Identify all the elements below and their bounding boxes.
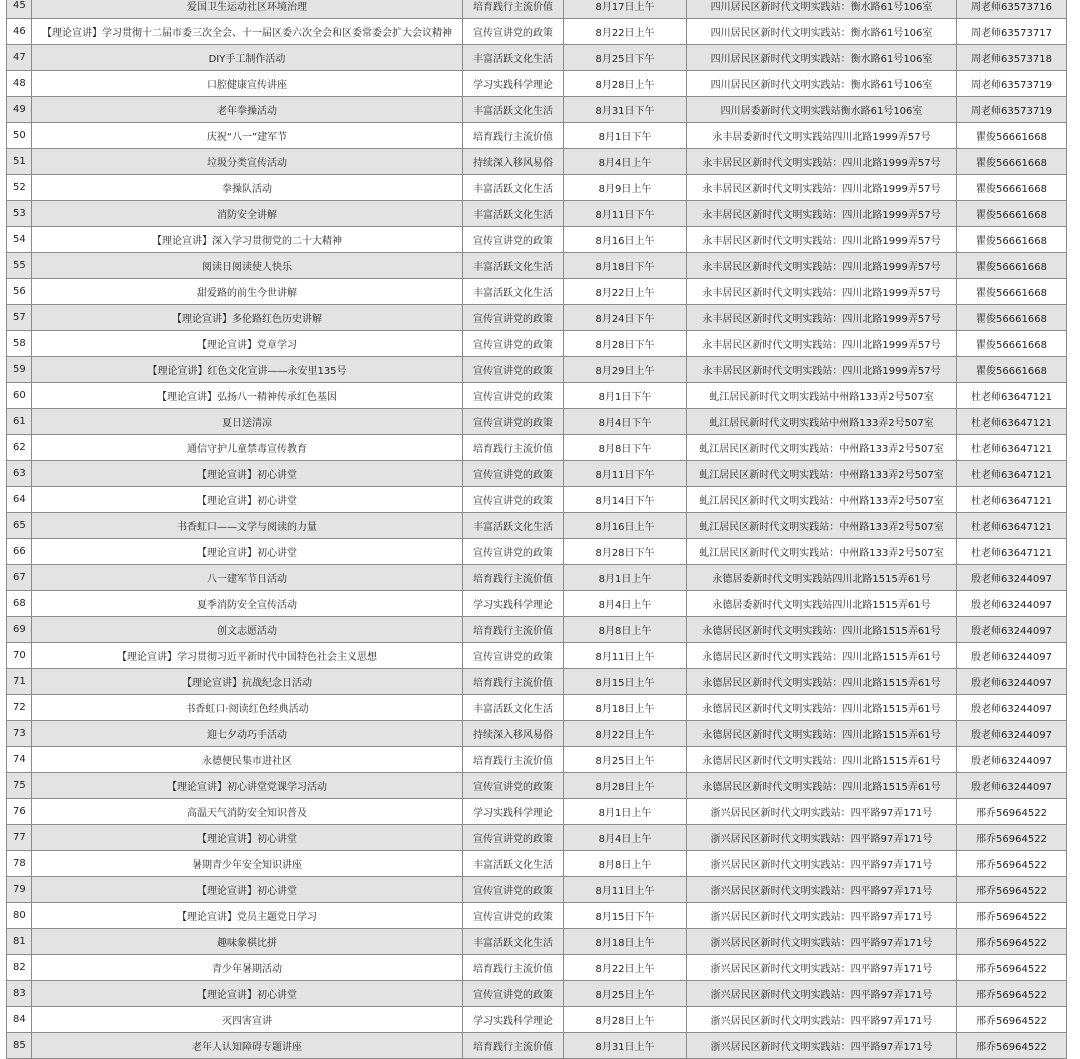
contact-person: 殷老师63244097 bbox=[957, 773, 1067, 799]
row-number: 63 bbox=[7, 461, 32, 487]
activity-time: 8月22日上午 bbox=[564, 955, 687, 981]
activity-category: 丰富活跃文化生活 bbox=[463, 45, 564, 71]
contact-person: 瞿俊56661668 bbox=[957, 149, 1067, 175]
row-number: 72 bbox=[7, 695, 32, 721]
table-row bbox=[7, 565, 1067, 591]
activity-category: 学习实践科学理论 bbox=[463, 1007, 564, 1033]
activity-name: 【理论宣讲】多伦路红色历史讲解 bbox=[32, 305, 463, 331]
activity-category: 学习实践科学理论 bbox=[463, 799, 564, 825]
table-row bbox=[7, 201, 1067, 227]
table-row bbox=[7, 435, 1067, 461]
activity-time: 8月25日上午 bbox=[564, 981, 687, 1007]
activity-category: 宣传宣讲党的政策 bbox=[463, 19, 564, 45]
contact-person: 殷老师63244097 bbox=[957, 721, 1067, 747]
table-row bbox=[7, 1007, 1067, 1033]
activity-location: 永丰居民区新时代文明实践站：四川北路1999弄57号 bbox=[687, 149, 957, 175]
activity-location: 永德居委新时代文明实践站四川北路1515弄61号 bbox=[687, 591, 957, 617]
activity-category: 学习实践科学理论 bbox=[463, 71, 564, 97]
table-row bbox=[7, 799, 1067, 825]
activity-name: 甜爱路的前生今世讲解 bbox=[32, 279, 463, 305]
activity-name: 【理论宣讲】学习贯彻习近平新时代中国特色社会主义思想 bbox=[32, 643, 463, 669]
row-number: 52 bbox=[7, 175, 32, 201]
activity-time: 8月1日下午 bbox=[564, 123, 687, 149]
contact-person: 周老师63573718 bbox=[957, 45, 1067, 71]
activity-name: 拳操队活动 bbox=[32, 175, 463, 201]
activity-time: 8月16日上午 bbox=[564, 227, 687, 253]
activity-location: 虬江居民区新时代文明实践站：中州路133弄2号507室 bbox=[687, 539, 957, 565]
activity-time: 8月11日下午 bbox=[564, 201, 687, 227]
activity-location: 浙兴居民区新时代文明实践站：四平路97弄171号 bbox=[687, 1007, 957, 1033]
activity-location: 虬江居民区新时代文明实践站：中州路133弄2号507室 bbox=[687, 461, 957, 487]
contact-person: 殷老师63244097 bbox=[957, 617, 1067, 643]
table-row bbox=[7, 513, 1067, 539]
activity-name: 迎七夕动巧手活动 bbox=[32, 721, 463, 747]
activity-name: 书香虹口·阅读红色经典活动 bbox=[32, 695, 463, 721]
table-row bbox=[7, 773, 1067, 799]
contact-person: 邢乔56964522 bbox=[957, 981, 1067, 1007]
activity-name: 口腔健康宣传讲座 bbox=[32, 71, 463, 97]
row-number: 76 bbox=[7, 799, 32, 825]
table-row bbox=[7, 409, 1067, 435]
table-row bbox=[7, 669, 1067, 695]
contact-person: 殷老师63244097 bbox=[957, 695, 1067, 721]
row-number: 83 bbox=[7, 981, 32, 1007]
row-number: 74 bbox=[7, 747, 32, 773]
activity-schedule-table bbox=[6, 0, 1067, 1059]
table-row bbox=[7, 695, 1067, 721]
table-row bbox=[7, 279, 1067, 305]
row-number: 53 bbox=[7, 201, 32, 227]
table-row bbox=[7, 955, 1067, 981]
activity-name: 【理论宣讲】红色文化宣讲——永安里135号 bbox=[32, 357, 463, 383]
activity-location: 浙兴居民区新时代文明实践站：四平路97弄171号 bbox=[687, 981, 957, 1007]
activity-location: 虬江居民新时代文明实践站中州路133弄2号507室 bbox=[687, 409, 957, 435]
activity-category: 丰富活跃文化生活 bbox=[463, 695, 564, 721]
table-row bbox=[7, 149, 1067, 175]
activity-location: 四川居民区新时代文明实践站：衡水路61号106室 bbox=[687, 0, 957, 19]
activity-name: 八一建军节日活动 bbox=[32, 565, 463, 591]
activity-category: 持续深入移风易俗 bbox=[463, 149, 564, 175]
table-row bbox=[7, 825, 1067, 851]
activity-name: 【理论宣讲】初心讲堂 bbox=[32, 461, 463, 487]
activity-name: 老年拳操活动 bbox=[32, 97, 463, 123]
activity-time: 8月11日下午 bbox=[564, 461, 687, 487]
activity-name: 【理论宣讲】党员主题党日学习 bbox=[32, 903, 463, 929]
activity-category: 培育践行主流价值 bbox=[463, 955, 564, 981]
table-row bbox=[7, 175, 1067, 201]
contact-person: 邢乔56964522 bbox=[957, 851, 1067, 877]
activity-time: 8月8日上午 bbox=[564, 851, 687, 877]
table-row bbox=[7, 45, 1067, 71]
table-body bbox=[7, 0, 1067, 1059]
activity-location: 永丰居民区新时代文明实践站：四川北路1999弄57号 bbox=[687, 201, 957, 227]
activity-name: 永德便民集市进社区 bbox=[32, 747, 463, 773]
contact-person: 殷老师63244097 bbox=[957, 591, 1067, 617]
activity-time: 8月14日下午 bbox=[564, 487, 687, 513]
activity-category: 宣传宣讲党的政策 bbox=[463, 383, 564, 409]
table-row bbox=[7, 71, 1067, 97]
table-row bbox=[7, 383, 1067, 409]
table-row bbox=[7, 305, 1067, 331]
activity-location: 永德居民区新时代文明实践站：四川北路1515弄61号 bbox=[687, 695, 957, 721]
row-number: 50 bbox=[7, 123, 32, 149]
activity-location: 虬江居民区新时代文明实践站：中州路133弄2号507室 bbox=[687, 435, 957, 461]
activity-category: 宣传宣讲党的政策 bbox=[463, 461, 564, 487]
activity-category: 宣传宣讲党的政策 bbox=[463, 825, 564, 851]
contact-person: 杜老师63647121 bbox=[957, 539, 1067, 565]
activity-time: 8月28日上午 bbox=[564, 1007, 687, 1033]
table-row bbox=[7, 253, 1067, 279]
activity-location: 永丰居民区新时代文明实践站：四川北路1999弄57号 bbox=[687, 175, 957, 201]
contact-person: 杜老师63647121 bbox=[957, 435, 1067, 461]
activity-category: 丰富活跃文化生活 bbox=[463, 513, 564, 539]
activity-location: 四川居民区新时代文明实践站：衡水路61号106室 bbox=[687, 45, 957, 71]
row-number: 66 bbox=[7, 539, 32, 565]
activity-location: 虬江居民区新时代文明实践站：中州路133弄2号507室 bbox=[687, 487, 957, 513]
activity-time: 8月28日下午 bbox=[564, 331, 687, 357]
activity-time: 8月22日上午 bbox=[564, 19, 687, 45]
activity-time: 8月8日上午 bbox=[564, 617, 687, 643]
contact-person: 瞿俊56661668 bbox=[957, 201, 1067, 227]
contact-person: 瞿俊56661668 bbox=[957, 227, 1067, 253]
contact-person: 邢乔56964522 bbox=[957, 903, 1067, 929]
activity-time: 8月24日下午 bbox=[564, 305, 687, 331]
contact-person: 瞿俊56661668 bbox=[957, 175, 1067, 201]
table-row bbox=[7, 123, 1067, 149]
activity-category: 培育践行主流价值 bbox=[463, 435, 564, 461]
row-number: 54 bbox=[7, 227, 32, 253]
table-row bbox=[7, 643, 1067, 669]
activity-category: 培育践行主流价值 bbox=[463, 747, 564, 773]
table-row bbox=[7, 1033, 1067, 1059]
row-number: 71 bbox=[7, 669, 32, 695]
activity-name: 【理论宣讲】深入学习贯彻党的二十大精神 bbox=[32, 227, 463, 253]
row-number: 55 bbox=[7, 253, 32, 279]
activity-category: 宣传宣讲党的政策 bbox=[463, 903, 564, 929]
activity-location: 永丰居民区新时代文明实践站：四川北路1999弄57号 bbox=[687, 357, 957, 383]
activity-location: 永德居民区新时代文明实践站：四川北路1515弄61号 bbox=[687, 773, 957, 799]
activity-time: 8月18日下午 bbox=[564, 253, 687, 279]
contact-person: 殷老师63244097 bbox=[957, 643, 1067, 669]
activity-category: 培育践行主流价值 bbox=[463, 123, 564, 149]
row-number: 60 bbox=[7, 383, 32, 409]
activity-time: 8月9日上午 bbox=[564, 175, 687, 201]
activity-category: 丰富活跃文化生活 bbox=[463, 175, 564, 201]
activity-time: 8月17日上午 bbox=[564, 0, 687, 19]
contact-person: 邢乔56964522 bbox=[957, 877, 1067, 903]
contact-person: 瞿俊56661668 bbox=[957, 123, 1067, 149]
activity-location: 虬江居民区新时代文明实践站：中州路133弄2号507室 bbox=[687, 513, 957, 539]
activity-name: 青少年暑期活动 bbox=[32, 955, 463, 981]
row-number: 64 bbox=[7, 487, 32, 513]
activity-name: 趣味象棋比拼 bbox=[32, 929, 463, 955]
activity-time: 8月29日上午 bbox=[564, 357, 687, 383]
activity-location: 永丰居民区新时代文明实践站：四川北路1999弄57号 bbox=[687, 227, 957, 253]
activity-name: 垃圾分类宣传活动 bbox=[32, 149, 463, 175]
table-row bbox=[7, 851, 1067, 877]
activity-location: 永德居委新时代文明实践站四川北路1515弄61号 bbox=[687, 565, 957, 591]
activity-time: 8月25日下午 bbox=[564, 45, 687, 71]
activity-time: 8月22日上午 bbox=[564, 721, 687, 747]
contact-person: 瞿俊56661668 bbox=[957, 253, 1067, 279]
activity-time: 8月18日上午 bbox=[564, 929, 687, 955]
activity-time: 8月11日上午 bbox=[564, 643, 687, 669]
activity-location: 四川居民区新时代文明实践站：衡水路61号106室 bbox=[687, 19, 957, 45]
activity-category: 宣传宣讲党的政策 bbox=[463, 539, 564, 565]
activity-category: 培育践行主流价值 bbox=[463, 617, 564, 643]
activity-name: 【理论宣讲】初心讲堂 bbox=[32, 825, 463, 851]
contact-person: 周老师63573716 bbox=[957, 0, 1067, 19]
activity-time: 8月8日下午 bbox=[564, 435, 687, 461]
row-number: 65 bbox=[7, 513, 32, 539]
activity-name: 【理论宣讲】初心讲堂 bbox=[32, 981, 463, 1007]
activity-location: 浙兴居民区新时代文明实践站：四平路97弄171号 bbox=[687, 877, 957, 903]
activity-category: 培育践行主流价值 bbox=[463, 0, 564, 19]
table-row bbox=[7, 617, 1067, 643]
table-row bbox=[7, 929, 1067, 955]
row-number: 46 bbox=[7, 19, 32, 45]
row-number: 78 bbox=[7, 851, 32, 877]
contact-person: 邢乔56964522 bbox=[957, 825, 1067, 851]
activity-time: 8月25日上午 bbox=[564, 747, 687, 773]
row-number: 81 bbox=[7, 929, 32, 955]
table-row bbox=[7, 903, 1067, 929]
activity-location: 浙兴居民区新时代文明实践站：四平路97弄171号 bbox=[687, 903, 957, 929]
activity-category: 丰富活跃文化生活 bbox=[463, 279, 564, 305]
contact-person: 杜老师63647121 bbox=[957, 513, 1067, 539]
activity-location: 浙兴居民区新时代文明实践站：四平路97弄171号 bbox=[687, 799, 957, 825]
activity-time: 8月15日上午 bbox=[564, 669, 687, 695]
contact-person: 邢乔56964522 bbox=[957, 1033, 1067, 1059]
activity-name: 暑期青少年安全知识讲座 bbox=[32, 851, 463, 877]
activity-category: 宣传宣讲党的政策 bbox=[463, 227, 564, 253]
activity-time: 8月28日上午 bbox=[564, 773, 687, 799]
activity-time: 8月28日下午 bbox=[564, 539, 687, 565]
activity-category: 宣传宣讲党的政策 bbox=[463, 877, 564, 903]
row-number: 67 bbox=[7, 565, 32, 591]
row-number: 70 bbox=[7, 643, 32, 669]
activity-category: 丰富活跃文化生活 bbox=[463, 851, 564, 877]
activity-location: 永丰居民区新时代文明实践站：四川北路1999弄57号 bbox=[687, 279, 957, 305]
row-number: 82 bbox=[7, 955, 32, 981]
activity-name: 高温天气消防安全知识普及 bbox=[32, 799, 463, 825]
activity-name: 【理论宣讲】抗战纪念日活动 bbox=[32, 669, 463, 695]
activity-category: 宣传宣讲党的政策 bbox=[463, 773, 564, 799]
activity-category: 培育践行主流价值 bbox=[463, 565, 564, 591]
activity-category: 宣传宣讲党的政策 bbox=[463, 305, 564, 331]
activity-time: 8月18日上午 bbox=[564, 695, 687, 721]
activity-time: 8月4日上午 bbox=[564, 149, 687, 175]
activity-name: 【理论宣讲】初心讲堂 bbox=[32, 487, 463, 513]
contact-person: 瞿俊56661668 bbox=[957, 357, 1067, 383]
contact-person: 瞿俊56661668 bbox=[957, 305, 1067, 331]
activity-time: 8月15日下午 bbox=[564, 903, 687, 929]
activity-time: 8月28日上午 bbox=[564, 71, 687, 97]
table-row bbox=[7, 227, 1067, 253]
contact-person: 殷老师63244097 bbox=[957, 669, 1067, 695]
row-number: 73 bbox=[7, 721, 32, 747]
activity-name: 消防安全讲解 bbox=[32, 201, 463, 227]
activity-time: 8月4日上午 bbox=[564, 825, 687, 851]
activity-name: 爱国卫生运动社区环境治理 bbox=[32, 0, 463, 19]
table-row bbox=[7, 981, 1067, 1007]
activity-location: 永德居民区新时代文明实践站：四川北路1515弄61号 bbox=[687, 669, 957, 695]
activity-name: 【理论宣讲】初心讲堂党课学习活动 bbox=[32, 773, 463, 799]
activity-location: 四川居委新时代文明实践站衡水路61号106室 bbox=[687, 97, 957, 123]
contact-person: 杜老师63647121 bbox=[957, 409, 1067, 435]
activity-location: 永丰居民区新时代文明实践站：四川北路1999弄57号 bbox=[687, 331, 957, 357]
activity-category: 学习实践科学理论 bbox=[463, 591, 564, 617]
activity-name: 【理论宣讲】学习贯彻十二届市委三次全会、十一届区委六次全会和区委常委会扩大会议精神 bbox=[32, 19, 463, 45]
activity-category: 宣传宣讲党的政策 bbox=[463, 981, 564, 1007]
activity-category: 丰富活跃文化生活 bbox=[463, 201, 564, 227]
row-number: 58 bbox=[7, 331, 32, 357]
table-row bbox=[7, 19, 1067, 45]
contact-person: 瞿俊56661668 bbox=[957, 279, 1067, 305]
activity-time: 8月1日上午 bbox=[564, 799, 687, 825]
row-number: 47 bbox=[7, 45, 32, 71]
activity-category: 培育践行主流价值 bbox=[463, 669, 564, 695]
row-number: 84 bbox=[7, 1007, 32, 1033]
table-row bbox=[7, 487, 1067, 513]
activity-category: 宣传宣讲党的政策 bbox=[463, 487, 564, 513]
row-number: 51 bbox=[7, 149, 32, 175]
table-row bbox=[7, 721, 1067, 747]
row-number: 57 bbox=[7, 305, 32, 331]
activity-time: 8月31日上午 bbox=[564, 1033, 687, 1059]
activity-time: 8月31日下午 bbox=[564, 97, 687, 123]
contact-person: 邢乔56964522 bbox=[957, 955, 1067, 981]
activity-location: 浙兴居民区新时代文明实践站：四平路97弄171号 bbox=[687, 955, 957, 981]
row-number: 49 bbox=[7, 97, 32, 123]
activity-category: 持续深入移风易俗 bbox=[463, 721, 564, 747]
activity-location: 永德居民区新时代文明实践站：四川北路1515弄61号 bbox=[687, 747, 957, 773]
row-number: 45 bbox=[7, 0, 32, 19]
activity-time: 8月1日下午 bbox=[564, 383, 687, 409]
activity-name: 书香虹口——文学与阅读的力量 bbox=[32, 513, 463, 539]
table-row bbox=[7, 331, 1067, 357]
row-number: 56 bbox=[7, 279, 32, 305]
activity-location: 四川居民区新时代文明实践站：衡水路61号106室 bbox=[687, 71, 957, 97]
row-number: 59 bbox=[7, 357, 32, 383]
activity-category: 宣传宣讲党的政策 bbox=[463, 643, 564, 669]
activity-name: 通信守护儿童禁毒宣传教育 bbox=[32, 435, 463, 461]
table-row bbox=[7, 591, 1067, 617]
activity-name: 庆祝“八一”建军节 bbox=[32, 123, 463, 149]
contact-person: 邢乔56964522 bbox=[957, 1007, 1067, 1033]
contact-person: 杜老师63647121 bbox=[957, 487, 1067, 513]
activity-name: 灭四害宣讲 bbox=[32, 1007, 463, 1033]
table-row bbox=[7, 0, 1067, 19]
activity-category: 宣传宣讲党的政策 bbox=[463, 331, 564, 357]
table-row bbox=[7, 877, 1067, 903]
contact-person: 杜老师63647121 bbox=[957, 383, 1067, 409]
row-number: 77 bbox=[7, 825, 32, 851]
table-row bbox=[7, 97, 1067, 123]
activity-time: 8月22日上午 bbox=[564, 279, 687, 305]
table-row bbox=[7, 747, 1067, 773]
activity-category: 丰富活跃文化生活 bbox=[463, 97, 564, 123]
activity-time: 8月4日上午 bbox=[564, 591, 687, 617]
activity-location: 永德居民区新时代文明实践站：四川北路1515弄61号 bbox=[687, 617, 957, 643]
activity-location: 永丰居民区新时代文明实践站：四川北路1999弄57号 bbox=[687, 305, 957, 331]
activity-time: 8月4日下午 bbox=[564, 409, 687, 435]
activity-category: 培育践行主流价值 bbox=[463, 1033, 564, 1059]
activity-location: 永丰居民区新时代文明实践站：四川北路1999弄57号 bbox=[687, 253, 957, 279]
contact-person: 周老师63573717 bbox=[957, 19, 1067, 45]
activity-name: 阅读日阅读使人快乐 bbox=[32, 253, 463, 279]
contact-person: 殷老师63244097 bbox=[957, 747, 1067, 773]
table-row bbox=[7, 461, 1067, 487]
contact-person: 殷老师63244097 bbox=[957, 565, 1067, 591]
table-row bbox=[7, 539, 1067, 565]
row-number: 80 bbox=[7, 903, 32, 929]
activity-location: 浙兴居民区新时代文明实践站：四平路97弄171号 bbox=[687, 1033, 957, 1059]
contact-person: 邢乔56964522 bbox=[957, 799, 1067, 825]
row-number: 61 bbox=[7, 409, 32, 435]
activity-time: 8月11日上午 bbox=[564, 877, 687, 903]
contact-person: 邢乔56964522 bbox=[957, 929, 1067, 955]
contact-person: 周老师63573719 bbox=[957, 97, 1067, 123]
row-number: 75 bbox=[7, 773, 32, 799]
row-number: 79 bbox=[7, 877, 32, 903]
activity-name: 【理论宣讲】弘扬八一精神传承红色基因 bbox=[32, 383, 463, 409]
row-number: 68 bbox=[7, 591, 32, 617]
activity-location: 虬江居民新时代文明实践站中州路133弄2号507室 bbox=[687, 383, 957, 409]
activity-name: 创文志愿活动 bbox=[32, 617, 463, 643]
activity-category: 宣传宣讲党的政策 bbox=[463, 409, 564, 435]
activity-time: 8月1日上午 bbox=[564, 565, 687, 591]
activity-name: DIY手工制作活动 bbox=[32, 45, 463, 71]
activity-name: 夏季消防安全宣传活动 bbox=[32, 591, 463, 617]
table-row bbox=[7, 357, 1067, 383]
activity-category: 丰富活跃文化生活 bbox=[463, 929, 564, 955]
activity-location: 永德居民区新时代文明实践站：四川北路1515弄61号 bbox=[687, 721, 957, 747]
activity-location: 永德居民区新时代文明实践站：四川北路1515弄61号 bbox=[687, 643, 957, 669]
activity-name: 夏日送清凉 bbox=[32, 409, 463, 435]
activity-name: 【理论宣讲】初心讲堂 bbox=[32, 877, 463, 903]
activity-location: 浙兴居民区新时代文明实践站：四平路97弄171号 bbox=[687, 825, 957, 851]
activity-name: 【理论宣讲】初心讲堂 bbox=[32, 539, 463, 565]
activity-name: 老年人认知障碍专题讲座 bbox=[32, 1033, 463, 1059]
activity-name: 【理论宣讲】党章学习 bbox=[32, 331, 463, 357]
activity-location: 永丰居委新时代文明实践站四川北路1999弄57号 bbox=[687, 123, 957, 149]
row-number: 69 bbox=[7, 617, 32, 643]
contact-person: 杜老师63647121 bbox=[957, 461, 1067, 487]
row-number: 85 bbox=[7, 1033, 32, 1059]
activity-location: 浙兴居民区新时代文明实践站：四平路97弄171号 bbox=[687, 929, 957, 955]
activity-category: 丰富活跃文化生活 bbox=[463, 253, 564, 279]
activity-location: 浙兴居民区新时代文明实践站：四平路97弄171号 bbox=[687, 851, 957, 877]
row-number: 62 bbox=[7, 435, 32, 461]
contact-person: 周老师63573719 bbox=[957, 71, 1067, 97]
activity-category: 宣传宣讲党的政策 bbox=[463, 357, 564, 383]
contact-person: 瞿俊56661668 bbox=[957, 331, 1067, 357]
row-number: 48 bbox=[7, 71, 32, 97]
activity-time: 8月16日上午 bbox=[564, 513, 687, 539]
